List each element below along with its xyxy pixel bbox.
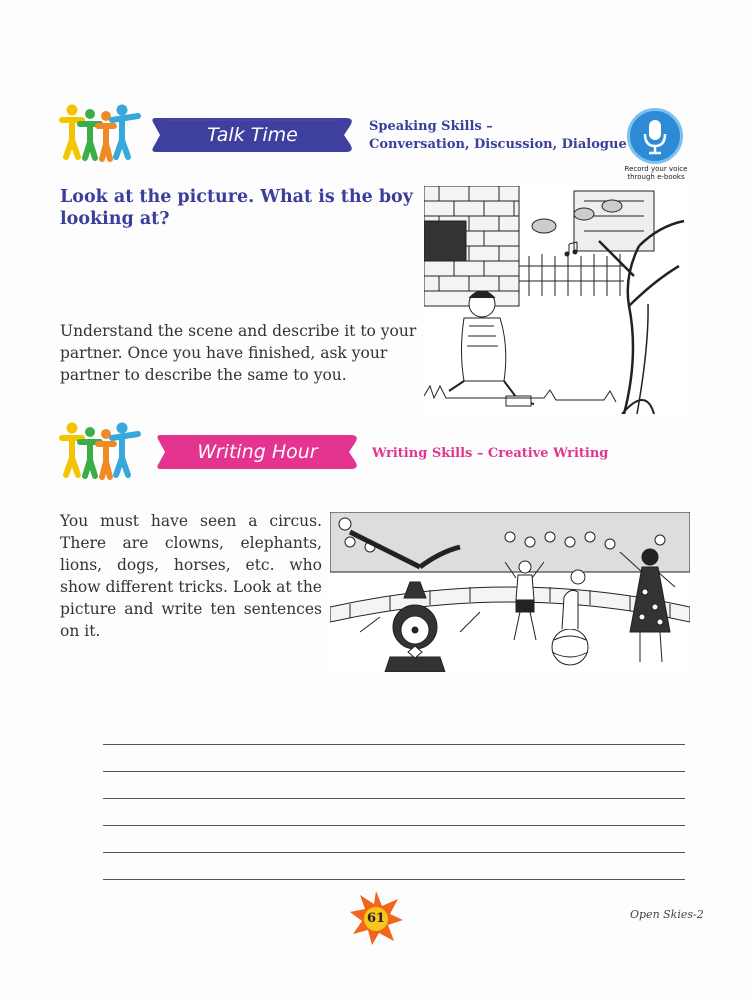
circus-illustration <box>330 512 690 672</box>
writing-hour-label: Writing Hour <box>197 441 318 463</box>
people-group-icon-2 <box>58 420 148 480</box>
writing-skills-title: Writing Skills – Creative Writing <box>372 446 609 461</box>
writing-hour-instruction: You must have seen a circus. There are clowns, elephants, lions, dogs, horses, etc. who show different tricks. Look at the picture and write ten sentences on it. <box>60 512 322 640</box>
speaking-skills-line1: Speaking Skills – <box>369 119 493 134</box>
mic-caption-line1: Record your voice <box>624 165 688 173</box>
park-boy-illustration <box>424 186 690 414</box>
talk-time-question: Look at the picture. What is the boy looking at? <box>60 187 413 229</box>
mic-caption <box>608 165 704 181</box>
writing-line-4[interactable] <box>103 799 685 826</box>
page-number: 61 <box>366 910 386 926</box>
microphone-icon[interactable] <box>627 108 683 164</box>
talk-time-banner <box>150 116 355 154</box>
writing-line-3[interactable] <box>103 772 685 799</box>
writing-line-1[interactable] <box>103 718 685 745</box>
talk-time-label: Talk Time <box>207 124 298 146</box>
writing-line-2[interactable] <box>103 745 685 772</box>
speaking-skills-line2: Conversation, Discussion, Dialogue <box>369 137 627 152</box>
people-group-icon <box>58 102 148 162</box>
mic-caption-line2: through e-books <box>627 173 685 181</box>
writing-line-6[interactable] <box>103 853 685 880</box>
book-title: Open Skies-2 <box>630 908 704 921</box>
writing-line-5[interactable] <box>103 826 685 853</box>
speaking-skills-title <box>369 118 627 154</box>
writing-lines[interactable] <box>103 718 685 880</box>
talk-time-instruction: Understand the scene and describe it to your partner. Once you have finished, ask your partner to describe the same to you. <box>60 322 417 384</box>
writing-hour-banner <box>155 433 360 471</box>
